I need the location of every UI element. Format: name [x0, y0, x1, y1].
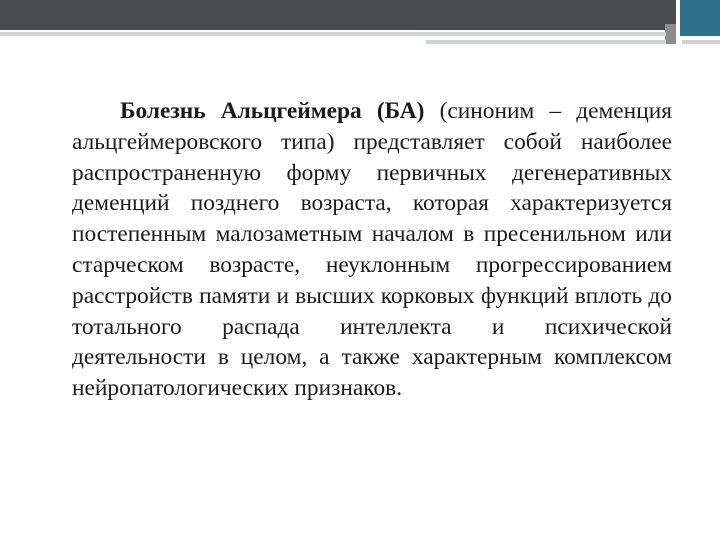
- header-tab: [665, 24, 676, 44]
- definition-text: (синоним – деменция альцгеймеровского типа) представляет собой наиболее распространенную форму первичных дегенеративных деменций позднего возраста, которая характеризуется постепенным малозаметным началом в пресенильном или старческом возрасте, неуклонным прогрессированием расстройств памяти и высших корковых функций вплоть до тотального распада интеллекта и психической деятельности в целом, а также характерным комплексом нейропатологических признаков.: [72, 98, 672, 402]
- header-accent-block: [680, 0, 720, 36]
- header-short-line: [426, 40, 666, 44]
- header-right-line: [682, 40, 720, 44]
- header-underline: [0, 32, 666, 36]
- header-band: [0, 0, 720, 30]
- definition-paragraph: [72, 96, 672, 404]
- defined-term: Болезнь Альцгеймера (БА): [120, 98, 425, 124]
